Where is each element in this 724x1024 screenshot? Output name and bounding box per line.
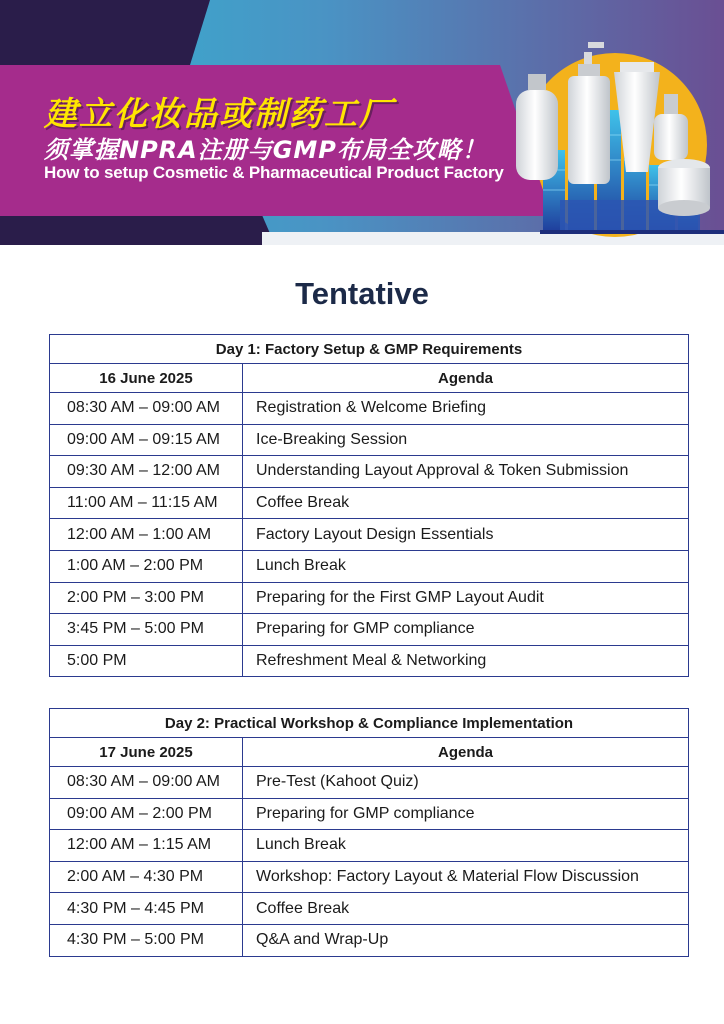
time-cell: 5:00 PM bbox=[50, 645, 243, 677]
table-row bbox=[50, 550, 689, 582]
time-cell: 08:30 AM – 09:00 AM bbox=[50, 393, 243, 425]
table-row bbox=[50, 487, 689, 519]
day1-agenda-table bbox=[49, 334, 689, 677]
day2-agenda-table bbox=[49, 708, 689, 957]
day1-date-header: 16 June 2025 bbox=[50, 364, 243, 393]
time-cell: 2:00 PM – 3:00 PM bbox=[50, 582, 243, 614]
agenda-item-cell: Ice-Breaking Session bbox=[243, 424, 689, 456]
day1-header-row bbox=[50, 364, 689, 393]
time-cell: 09:00 AM – 2:00 PM bbox=[50, 798, 243, 830]
time-cell: 2:00 AM – 4:30 PM bbox=[50, 861, 243, 893]
navy-corner-bottom bbox=[0, 215, 275, 245]
day1-agenda-header: Agenda bbox=[243, 364, 689, 393]
table-row bbox=[50, 456, 689, 488]
time-cell: 08:30 AM – 09:00 AM bbox=[50, 767, 243, 799]
table-row bbox=[50, 767, 689, 799]
table-row bbox=[50, 519, 689, 551]
time-cell: 11:00 AM – 11:15 AM bbox=[50, 487, 243, 519]
day2-agenda-header: Agenda bbox=[243, 738, 689, 767]
banner bbox=[0, 0, 724, 245]
agenda-item-cell: Understanding Layout Approval & Token Submission bbox=[243, 456, 689, 488]
time-cell: 09:30 AM – 12:00 AM bbox=[50, 456, 243, 488]
table-row bbox=[50, 924, 689, 956]
day2-title: Day 2: Practical Workshop & Compliance Implementation bbox=[50, 709, 689, 738]
table-row bbox=[50, 798, 689, 830]
agenda-item-cell: Registration & Welcome Briefing bbox=[243, 393, 689, 425]
agenda-item-cell: Coffee Break bbox=[243, 893, 689, 925]
day2-header-row bbox=[50, 738, 689, 767]
agenda-item-cell: Factory Layout Design Essentials bbox=[243, 519, 689, 551]
agenda-item-cell: Preparing for GMP compliance bbox=[243, 798, 689, 830]
agenda-item-cell: Pre-Test (Kahoot Quiz) bbox=[243, 767, 689, 799]
day2-title-row bbox=[50, 709, 689, 738]
time-cell: 09:00 AM – 09:15 AM bbox=[50, 424, 243, 456]
table-row bbox=[50, 424, 689, 456]
time-cell: 4:30 PM – 4:45 PM bbox=[50, 893, 243, 925]
time-cell: 12:00 AM – 1:00 AM bbox=[50, 519, 243, 551]
agenda-item-cell: Preparing for the First GMP Layout Audit bbox=[243, 582, 689, 614]
time-cell: 4:30 PM – 5:00 PM bbox=[50, 924, 243, 956]
agenda-item-cell: Preparing for GMP compliance bbox=[243, 614, 689, 646]
table-row bbox=[50, 893, 689, 925]
page-heading: Tentative bbox=[295, 276, 429, 311]
agenda-item-cell: Lunch Break bbox=[243, 550, 689, 582]
table-row bbox=[50, 830, 689, 862]
table-row bbox=[50, 645, 689, 677]
banner-title-english: How to setup Cosmetic & Pharmaceutical Product Factory bbox=[44, 163, 504, 182]
day2-date-header: 17 June 2025 bbox=[50, 738, 243, 767]
time-cell: 12:00 AM – 1:15 AM bbox=[50, 830, 243, 862]
banner-title-chinese-line2: 须掌握NPRA注册与GMP布局全攻略！ bbox=[44, 136, 487, 164]
agenda-item-cell: Lunch Break bbox=[243, 830, 689, 862]
table-row bbox=[50, 861, 689, 893]
time-cell: 1:00 AM – 2:00 PM bbox=[50, 550, 243, 582]
agenda-item-cell: Workshop: Factory Layout & Material Flow Discussion bbox=[243, 861, 689, 893]
agenda-item-cell: Coffee Break bbox=[243, 487, 689, 519]
table-row bbox=[50, 614, 689, 646]
time-cell: 3:45 PM – 5:00 PM bbox=[50, 614, 243, 646]
banner-title-chinese-line1: 建立化妆品或制药工厂 bbox=[44, 94, 394, 133]
day1-title-row bbox=[50, 335, 689, 364]
table-row bbox=[50, 582, 689, 614]
agenda-item-cell: Refreshment Meal & Networking bbox=[243, 645, 689, 677]
day1-title: Day 1: Factory Setup & GMP Requirements bbox=[50, 335, 689, 364]
navy-corner-top bbox=[0, 0, 210, 65]
table-row bbox=[50, 393, 689, 425]
agenda-item-cell: Q&A and Wrap-Up bbox=[243, 924, 689, 956]
